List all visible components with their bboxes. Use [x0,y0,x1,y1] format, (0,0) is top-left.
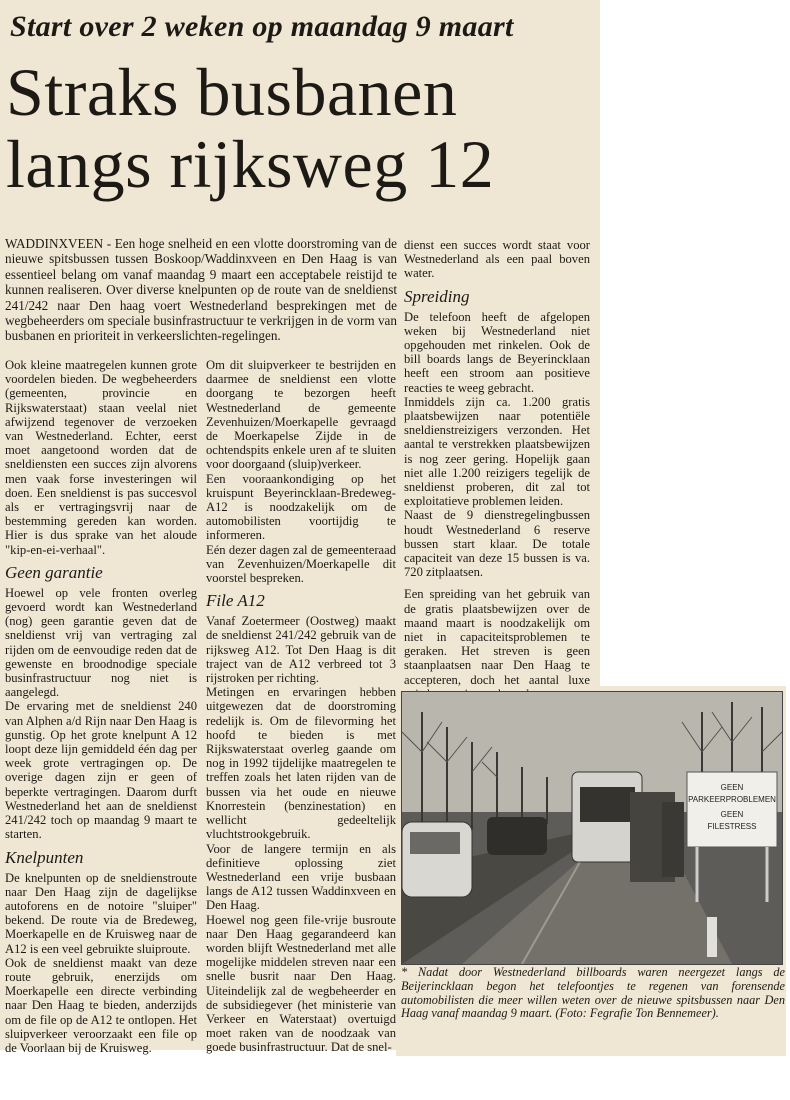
headline-line-2: langs rijksweg 12 [6,126,495,202]
sign-text-4: FILESTRESS [707,822,757,831]
paragraph: Hoewel nog geen file-vrije busroute naar Den Haag gegarandeerd kan worden blijft Westnederland met alle mogelijke middelen streven naar een snelle busrit naar Den Haag. Uiteindelijk zal de wegbeheerder en de subsidiegever (het ministerie van Verkeer en Waterstaat) overtuigd moet raken van de noodzaak van goede businfrastructuur. Dat de snel- [206,912,396,1055]
paragraph: Een vooraankondiging op het kruispunt Beyerincklaan-Bredeweg-A12 is noodzakelijk om de automobilisten voortijdig te informeren. [206,471,396,543]
subheading: Spreiding [404,286,470,306]
paragraph: De telefoon heeft de afgelopen weken bij Westnederland niet opgehouden met rinkelen. Ook de bill boards langs de Beyerincklaan heeft een stroom aan positieve reacties te weeg gebracht. [404,309,590,395]
subheading: Geen garantie [5,562,103,582]
subheading: File A12 [206,591,265,611]
paragraph: Eén dezer dagen zal de gemeenteraad van Zevenhuizen/Moerkapelle dit voorstel bespreken. [206,542,396,586]
paragraph: Vanaf Zoetermeer (Oostweg) maakt de sneldienst 241/242 gebruik van de rijksweg A12. Tot Den Haag is dit traject van de A12 verbreed tot 3 rijstroken per richting. [206,614,396,686]
sign-text-1: GEEN [720,783,744,792]
paragraph: Voor de langere termijn en als definitieve oplossing ziet Westnederland een vrije busbaan langs de A12 tussen Waddinxveen en Den Haag. [206,841,396,913]
sign-text-2: PARKEERPROBLEMEN [688,795,776,804]
paragraph: dienst een succes wordt staat voor Westnederland als een paal boven water. [404,238,590,281]
paragraph: Metingen en ervaringen hebben uitgewezen dat de doorstroming redelijk is. Om de filevorming het hoofd te bieden is met Rijkswaterstaat overleg gaande om nog in 1992 tijdelijke maatregelen te treffen zoals het laten rijden van de bussen via het oude en nieuwe Knorrestein (benzinestation) en wellicht gedeeltelijk vluchtstrookgebruik. [206,685,396,842]
column-3 [404,238,590,701]
news-photo [401,691,783,965]
paragraph: Ook kleine maatregelen kunnen grote voordelen bieden. De wegbeheerders (gemeenten, provincie en Rijkswaterstaat) staan veelal niet afwijzend tegenover de verzoeken van Westnederland. Echter, eerst moet aangetoond worden dat de sneldiensten een succes zijn alvorens men vaak forse investeringen wil doen. Een sneldienst is pas succesvol als er vertragingsvrij naar de bestemming gereden kan worden. Hier is dus sprake van het aloude "kip-en-ei-verhaal". [5,358,197,557]
paragraph: Een spreiding van het gebruik van de gratis plaatsbewijzen over de maand maart is noodzakelijk om niet in capaciteitsproblemen te geraken. Het streven is geen staanplaatsen naar Den Haag te accepteren, doch het aantal luxe [404,587,590,687]
headline [6,56,596,200]
paragraph: Om dit sluipverkeer te bestrijden en daarmee de sneldienst een vlotte doorgang te bezorgen heeft Westnederland de gemeente Zevenhuizen/Moerkapelle gevraagd de Moerkapelse Zijde in de ochtendspits enkele uren af te sluiten voor doorgaand (sluip)verkeer. [206,358,396,472]
paragraph: Ook de sneldienst maakt van deze route gebruik, enerzijds om Moerkapelle een directe verbinding naar Den Haag te bieden, anderzijds om de file op de A12 te ontlopen. Het sluipverkeer veroorzaakt een file op de Voorlaan bij de Kruisweg. [5,955,197,1055]
subheading: Knelpunten [5,847,84,867]
photo-caption: * Nadat door Westnederland billboards waren neergezet langs de Beijerincklaan begon het telefoontjes te regenen van forensende automobilisten die meer willen weten over de nieuwe spitsbussen naar Den Haag vanaf maandag 9 maart. (Foto: Fegrafie Ton Bennemeer). [401,965,785,1021]
paragraph: Inmiddels zijn ca. 1.200 gratis plaatsbewijzen naar potentiële sneldienstreizigers verzonden. Het aantal te verstrekken plaatsbewijzen is nog zeer gering. Hopelijk gaan niet alle 1.200 reizigers tegelijk de sneldienst proberen, dit zal tot exploitatieve problemen leiden. [404,394,590,509]
paragraph: Naast de 9 dienstregelingbussen houdt Westnederland 6 reserve bussen start klaar. De totale capaciteit van deze 15 bussen is va. 720 zitplaatsen. [404,508,590,580]
road-scene-illustration [402,692,782,964]
paragraph: De ervaring met de sneldienst 240 van Alphen a/d Rijn naar Den Haag is gunstig. Op het grote knelpunt A 12 loopt deze lijn gemiddeld één dag per week grote vertragingen op. De overige dagen zijn er geen of beperkte vertragingen. Daarom durft Westnederland het aan de sneldienst 241/242 toch op maandag 9 maart te starten. [5,699,197,842]
kicker: Start over 2 weken op maandag 9 maart [10,10,514,43]
column-1 [5,358,197,1055]
paragraph: Hoewel op vele fronten overleg gevoerd wordt kan Westnederland (nog) geen garantie geven dat de sneldienst vrij van vertraging zal rijden om de eenvoudige reden dat de gewenste en broodnodige speciale businfrastructuur nog niet is aangelegd. [5,585,197,700]
headline-line-1: Straks busbanen [6,54,458,130]
lead-paragraph: WADDINXVEEN - Een hoge snelheid en een vlotte doorstroming van de nieuwe spitsbussen tussen Boskoop/Waddinxveen en Den Haag is van essentieel belang om vanaf maandag 9 maart een acceptabele reistijd te kunnen realiseren. Over diverse knelpunten op de route van de sneldienst 241/242 naar Den haag voert Westnederland besprekingen met de wegbeheerders om speciale businfrastructuur te verkrijgen in de vorm van busbanen en prioriteit in verkeerslichten-regelingen. [5,236,397,344]
column-2 [206,358,396,1055]
paragraph: De knelpunten op de sneldienstroute naar Den Haag zijn de dagelijkse autoforens en de notoire "sluiper" bekend. De route via de Bredeweg, Moerkapelle en de Kruisweg naar de A12 is een veel gebruikte sluiproute. [5,870,197,956]
sign-text-3: GEEN [720,810,744,819]
